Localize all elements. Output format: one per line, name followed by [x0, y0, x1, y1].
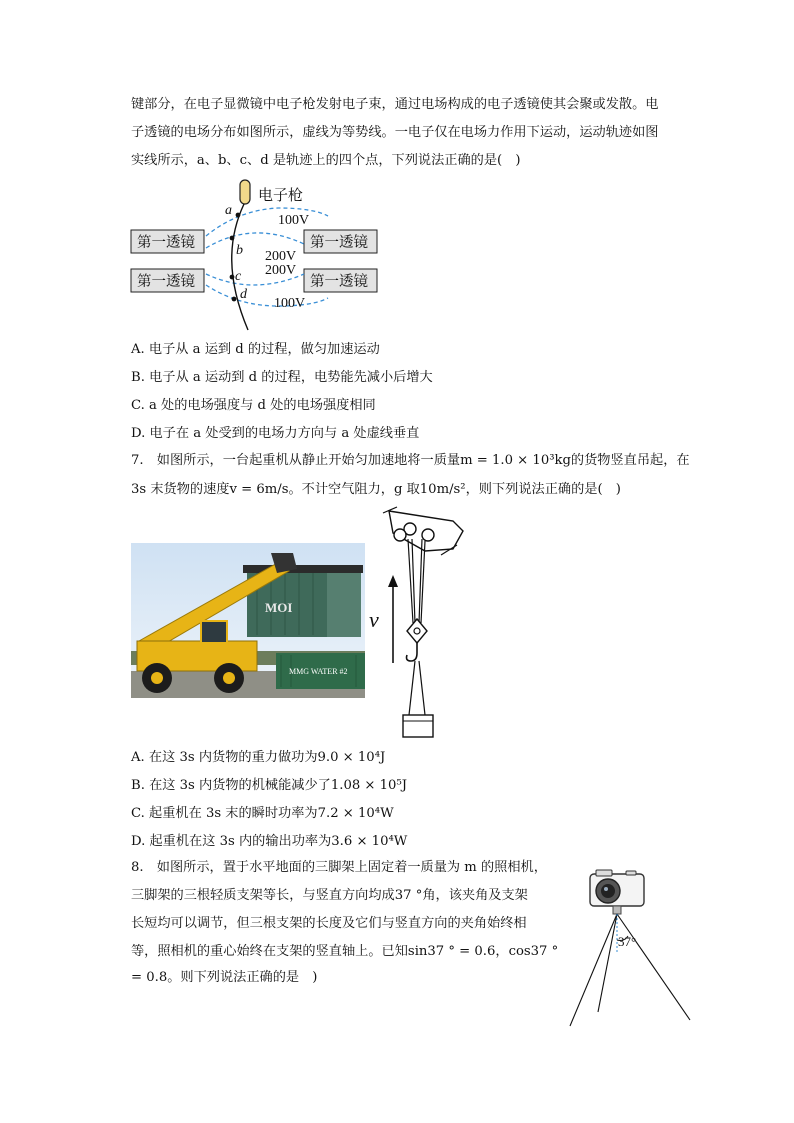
svg-text:第一透镜: 第一透镜 — [137, 274, 195, 290]
lens-top-left — [131, 230, 204, 253]
gun-label: 电子枪 — [258, 188, 304, 204]
tripod-camera-figure — [560, 862, 700, 1028]
point-c-label: c — [235, 269, 242, 284]
electron-trajectory — [232, 204, 248, 330]
point-a-label: a — [225, 203, 232, 218]
point-b-label: b — [236, 243, 243, 258]
q8-line-2: 三脚架的三根轻质支架等长，与竖直方向均成37 °角，该夹角及支架 — [131, 888, 528, 903]
svg-text:第一透镜: 第一透镜 — [137, 235, 195, 251]
svg-text:第一透镜: 第一透镜 — [310, 235, 368, 251]
ground-container-text: MMG WATER #2 — [289, 667, 348, 676]
q8-line-5: = 0.8。则下列说法正确的是 ) — [131, 970, 318, 985]
q8-line-4: 等，照相机的重心始终在支架的竖直轴上。已知sin37 ° = 0.6，cos37 ° — [131, 944, 559, 959]
intro-line-3: 实线所示，a、b、c、d 是轨迹上的四个点，下列说法正确的是( ) — [131, 153, 521, 168]
q7-option-b: B. 在这 3s 内货物的机械能减少了1.08 × 10⁵J — [131, 778, 408, 793]
lens-top-right — [304, 230, 377, 253]
container-text: MOI — [265, 600, 293, 615]
q8-line-1: 8. 如图所示，置于水平地面的三脚架上固定着一质量为 m 的照相机， — [131, 860, 547, 875]
q7-line-2: 3s 末货物的速度v = 6m/s。不计空气阻力，g 取10m/s²，则下列说法正确的是( ) — [131, 482, 621, 497]
voltage-label-3: 200V — [265, 263, 297, 278]
svg-text:第一透镜: 第一透镜 — [310, 274, 368, 290]
point-d-label: d — [240, 287, 247, 302]
q6-option-d: D. 电子在 a 处受到的电场力方向与 a 处虚线垂直 — [131, 426, 420, 441]
crane-photo — [131, 543, 365, 698]
q7-option-a: A. 在这 3s 内货物的重力做功为9.0 × 10⁴J — [131, 750, 386, 765]
lens-bottom-right — [304, 269, 377, 292]
voltage-label-4: 100V — [274, 296, 306, 311]
camera-icon — [590, 870, 644, 906]
electron-lens-figure — [128, 178, 388, 333]
crane-schematic — [365, 503, 470, 741]
q6-option-b: B. 电子从 a 运动到 d 的过程，电势能先减小后增大 — [131, 370, 433, 385]
voltage-label-2: 200V — [265, 249, 297, 264]
q7-option-c: C. 起重机在 3s 末的瞬时功率为7.2 × 10⁴W — [131, 806, 394, 821]
q7-line-1: 7. 如图所示，一台起重机从静止开始匀加速地将一质量m = 1.0 × 10³kg的货物竖直吊起，在 — [131, 453, 690, 468]
q6-option-c: C. a 处的电场强度与 d 处的电场强度相同 — [131, 398, 376, 413]
angle-label: 37° — [618, 934, 637, 949]
intro-line-2: 子透镜的电场分布如图所示，虚线为等势线。一电子仅在电场力作用下运动，运动轨迹如图 — [131, 125, 659, 140]
lens-bottom-left — [131, 269, 204, 292]
q6-option-a: A. 电子从 a 运到 d 的过程，做匀加速运动 — [131, 342, 380, 357]
intro-line-1: 键部分，在电子显微镜中电子枪发射电子束，通过电场构成的电子透镜使其会聚或发散。电 — [131, 97, 659, 112]
q7-option-d: D. 起重机在这 3s 内的输出功率为3.6 × 10⁴W — [131, 834, 408, 849]
voltage-label-1: 100V — [278, 213, 310, 228]
q8-line-3: 长短均可以调节，但三根支架的长度及它们与竖直方向的夹角始终相 — [131, 916, 527, 931]
electron-gun-icon — [240, 180, 250, 204]
velocity-label: v — [369, 607, 379, 632]
